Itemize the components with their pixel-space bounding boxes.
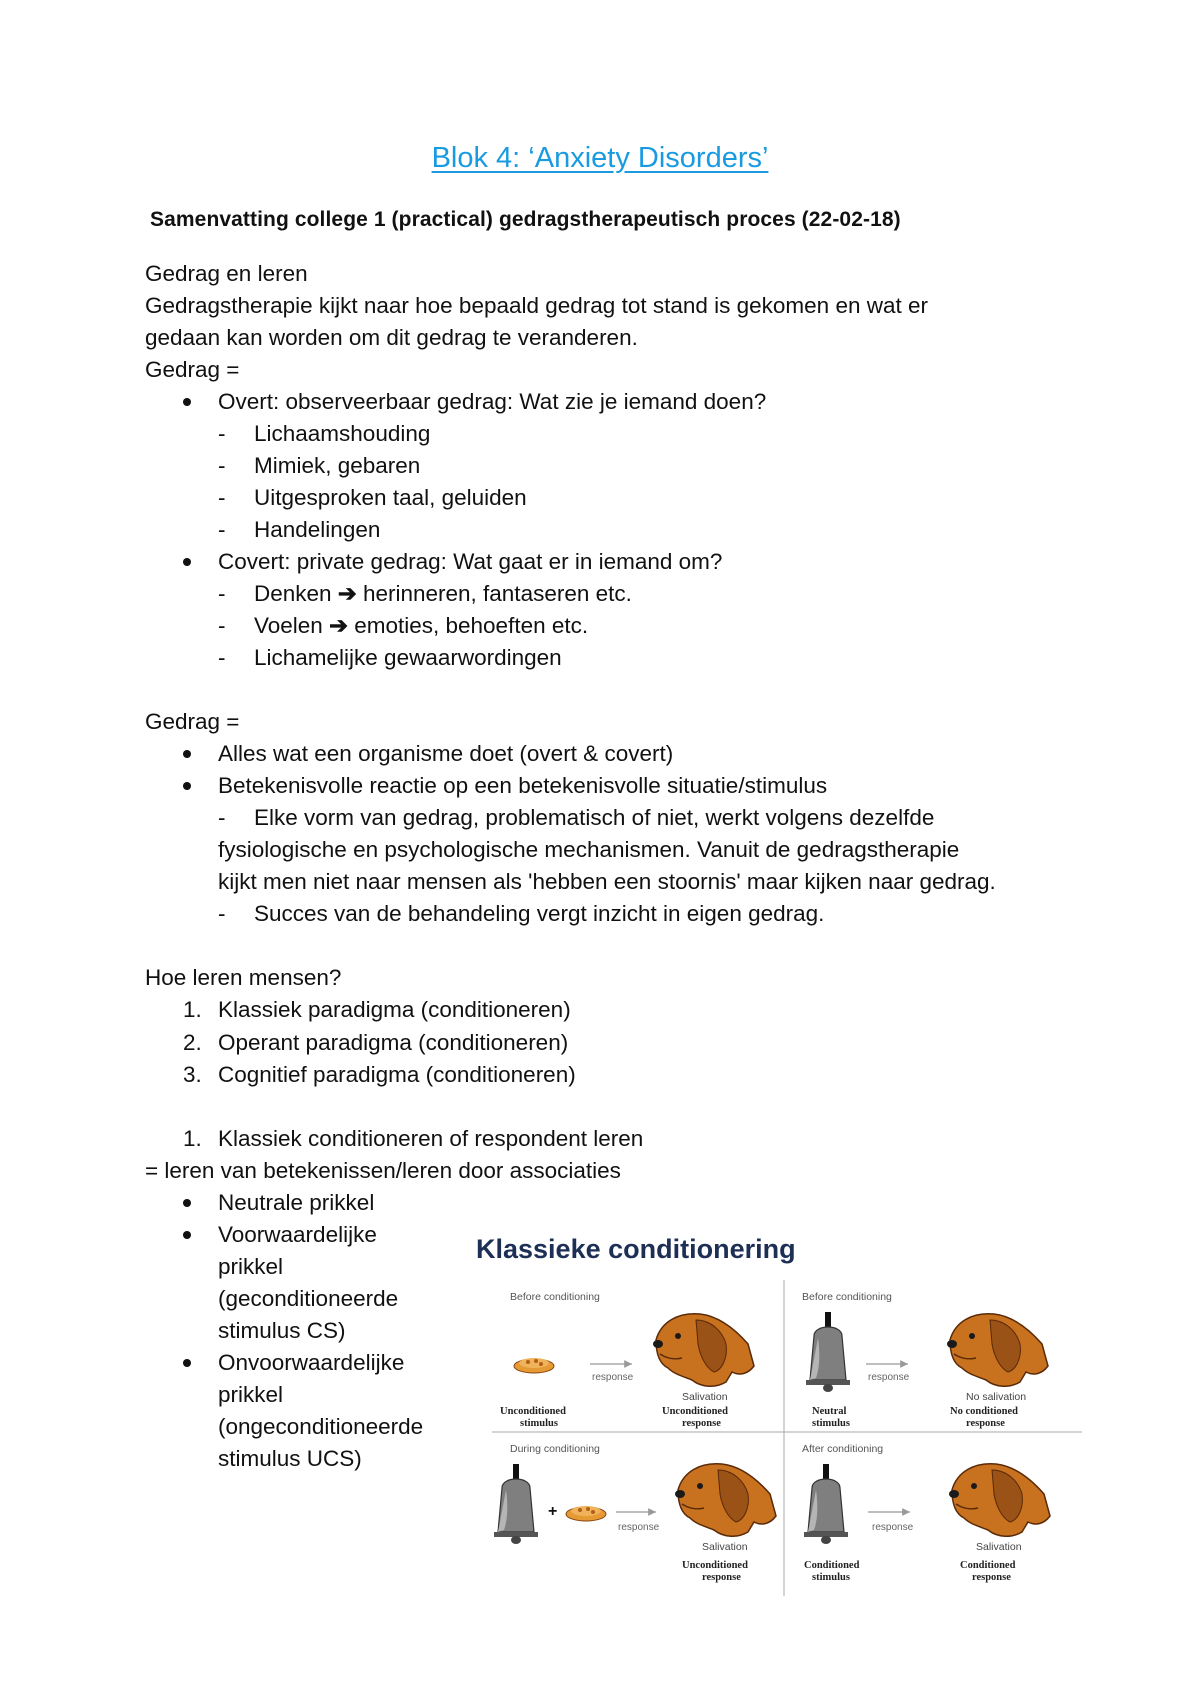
gedrag-label-2: Gedrag = xyxy=(145,709,240,734)
food-icon xyxy=(566,1506,606,1521)
response-type-label: Conditioned xyxy=(960,1560,1016,1571)
list-item: Operant paradigma (conditioneren) xyxy=(218,1030,569,1055)
bullet-dot xyxy=(183,782,191,790)
dash-text-line: Elke vorm van gedrag, problematisch of niet, werkt volgens dezelfde xyxy=(254,805,935,830)
bullet-alles: Alles wat een organisme doet (overt & covert) xyxy=(218,741,674,766)
dash-marker: - xyxy=(218,901,226,926)
salivation-label: Salivation xyxy=(702,1541,748,1553)
stimulus-label: Neutral xyxy=(812,1406,847,1417)
dash-marker: - xyxy=(218,581,226,606)
salivation-label: Salivation xyxy=(976,1541,1022,1553)
intro-line-1: Gedragstherapie kijkt naar hoe bepaald gedrag tot stand is gekomen en wat er xyxy=(145,293,928,318)
arrow-icon: ➔ xyxy=(337,581,357,606)
overt-item: Lichaamshouding xyxy=(254,421,431,446)
panel-phase: During conditioning xyxy=(510,1443,600,1455)
response-type-label: No conditioned xyxy=(950,1406,1018,1417)
response-label: response xyxy=(618,1522,660,1533)
bullet-onvoorwaardelijke-cont: (ongeconditioneerde xyxy=(218,1414,424,1439)
dash-marker: - xyxy=(218,613,226,638)
gedrag-label-1: Gedrag = xyxy=(145,357,240,382)
document-title: Blok 4: ‘Anxiety Disorders’ xyxy=(431,142,769,174)
dash-marker: - xyxy=(218,805,226,830)
bell-icon xyxy=(494,1464,538,1544)
list-number: 1. xyxy=(183,1126,202,1151)
bullet-dot xyxy=(183,1199,191,1207)
panel-during-conditioning xyxy=(494,1443,776,1583)
dash-marker: - xyxy=(218,485,226,510)
figure-title: Klassieke conditionering xyxy=(476,1234,796,1264)
list-number: 3. xyxy=(183,1062,202,1087)
response-type-label: response xyxy=(966,1418,1005,1429)
section-heading-gedrag-en-leren: Gedrag en leren xyxy=(145,261,308,286)
bullet-voorwaardelijke: Voorwaardelijke xyxy=(218,1222,377,1247)
panel-before-conditioning-food xyxy=(500,1291,754,1429)
bullet-onvoorwaardelijke: Onvoorwaardelijke xyxy=(218,1350,405,1375)
section-heading-klassiek: Klassiek conditioneren of respondent leren xyxy=(218,1126,644,1151)
panel-phase: Before conditioning xyxy=(802,1291,892,1303)
bullet-dot xyxy=(183,1359,191,1367)
dash-marker: - xyxy=(218,421,226,446)
dog-icon xyxy=(949,1464,1050,1537)
covert-item-post: emoties, behoeften etc. xyxy=(354,613,589,638)
bullet-betekenisvolle: Betekenisvolle reactie op een betekenisvolle situatie/stimulus xyxy=(218,773,828,798)
response-label: response xyxy=(872,1522,914,1533)
food-icon xyxy=(514,1358,554,1373)
dog-icon xyxy=(653,1314,754,1387)
covert-item-pre: Voelen xyxy=(254,613,323,638)
panel-phase: After conditioning xyxy=(802,1443,884,1455)
bullet-overt: Overt: observeerbaar gedrag: Wat zie je iemand doen? xyxy=(218,389,767,414)
response-type-label: Unconditioned xyxy=(662,1406,728,1417)
stimulus-label: stimulus xyxy=(812,1418,850,1429)
response-type-label: response xyxy=(702,1572,741,1583)
response-type-label: Unconditioned xyxy=(682,1560,748,1571)
bullet-onvoorwaardelijke-cont: stimulus UCS) xyxy=(218,1446,362,1471)
dog-icon xyxy=(947,1314,1048,1387)
dog-icon xyxy=(675,1464,776,1537)
list-item: Klassiek paradigma (conditioneren) xyxy=(218,997,571,1022)
response-type-label: response xyxy=(682,1418,721,1429)
bullet-dot xyxy=(183,398,191,406)
bullet-dot xyxy=(183,1231,191,1239)
covert-item: Lichamelijke gewaarwordingen xyxy=(254,645,562,670)
plus-sign: + xyxy=(548,1503,558,1520)
response-type-label: response xyxy=(972,1572,1011,1583)
bullet-onvoorwaardelijke-cont: prikkel xyxy=(218,1382,284,1407)
stimulus-label: stimulus xyxy=(520,1418,558,1429)
bullet-covert: Covert: private gedrag: Wat gaat er in iemand om? xyxy=(218,549,723,574)
overt-item: Uitgesproken taal, geluiden xyxy=(254,485,527,510)
dash-marker: - xyxy=(218,645,226,670)
panel-after-conditioning xyxy=(802,1443,1050,1583)
dash-text-line: Succes van de behandeling vergt inzicht in eigen gedrag. xyxy=(254,901,825,926)
arrow-icon: ➔ xyxy=(329,613,348,638)
overt-item: Mimiek, gebaren xyxy=(254,453,421,478)
dash-marker: - xyxy=(218,453,226,478)
bullet-dot xyxy=(183,558,191,566)
overt-item: Handelingen xyxy=(254,517,381,542)
figure-panels xyxy=(492,1280,1082,1596)
bell-icon xyxy=(806,1312,850,1392)
salivation-label: No salivation xyxy=(966,1391,1027,1403)
covert-item xyxy=(254,610,588,642)
section-heading-hoe-leren: Hoe leren mensen? xyxy=(145,965,342,990)
bell-icon xyxy=(804,1464,848,1544)
panel-phase: Before conditioning xyxy=(510,1291,600,1303)
response-label: response xyxy=(868,1372,910,1383)
dash-text-line: fysiologische en psychologische mechanismen. Vanuit de gedragstherapie xyxy=(218,837,960,862)
stimulus-label: stimulus xyxy=(812,1572,850,1583)
bullet-neutrale: Neutrale prikkel xyxy=(218,1190,375,1215)
list-number: 1. xyxy=(183,997,202,1022)
classical-conditioning-figure xyxy=(476,1234,1090,1596)
document-subtitle: Samenvatting college 1 (practical) gedragstherapeutisch proces (22-02-18) xyxy=(150,208,901,231)
salivation-label: Salivation xyxy=(682,1391,728,1403)
covert-item-pre: Denken xyxy=(254,581,332,606)
covert-item-post: herinneren, fantaseren etc. xyxy=(362,581,632,606)
bullet-voorwaardelijke-cont: (geconditioneerde xyxy=(218,1286,399,1311)
dash-text-line: kijkt men niet naar mensen als 'hebben een stoornis' maar kijken naar gedrag. xyxy=(218,869,996,894)
bullet-dot xyxy=(183,750,191,758)
stimulus-label: Conditioned xyxy=(804,1560,860,1571)
intro-line-2: gedaan kan worden om dit gedrag te veranderen. xyxy=(145,325,638,350)
bullet-voorwaardelijke-cont: stimulus CS) xyxy=(218,1318,346,1343)
dash-marker: - xyxy=(218,517,226,542)
bullet-voorwaardelijke-cont: prikkel xyxy=(218,1254,284,1279)
definition-line: = leren van betekenissen/leren door associaties xyxy=(145,1158,621,1183)
response-label: response xyxy=(592,1372,634,1383)
covert-item xyxy=(254,578,632,610)
list-number: 2. xyxy=(183,1030,202,1055)
stimulus-label: Unconditioned xyxy=(500,1406,566,1417)
list-item: Cognitief paradigma (conditioneren) xyxy=(218,1062,576,1087)
panel-before-conditioning-bell xyxy=(802,1291,1048,1429)
